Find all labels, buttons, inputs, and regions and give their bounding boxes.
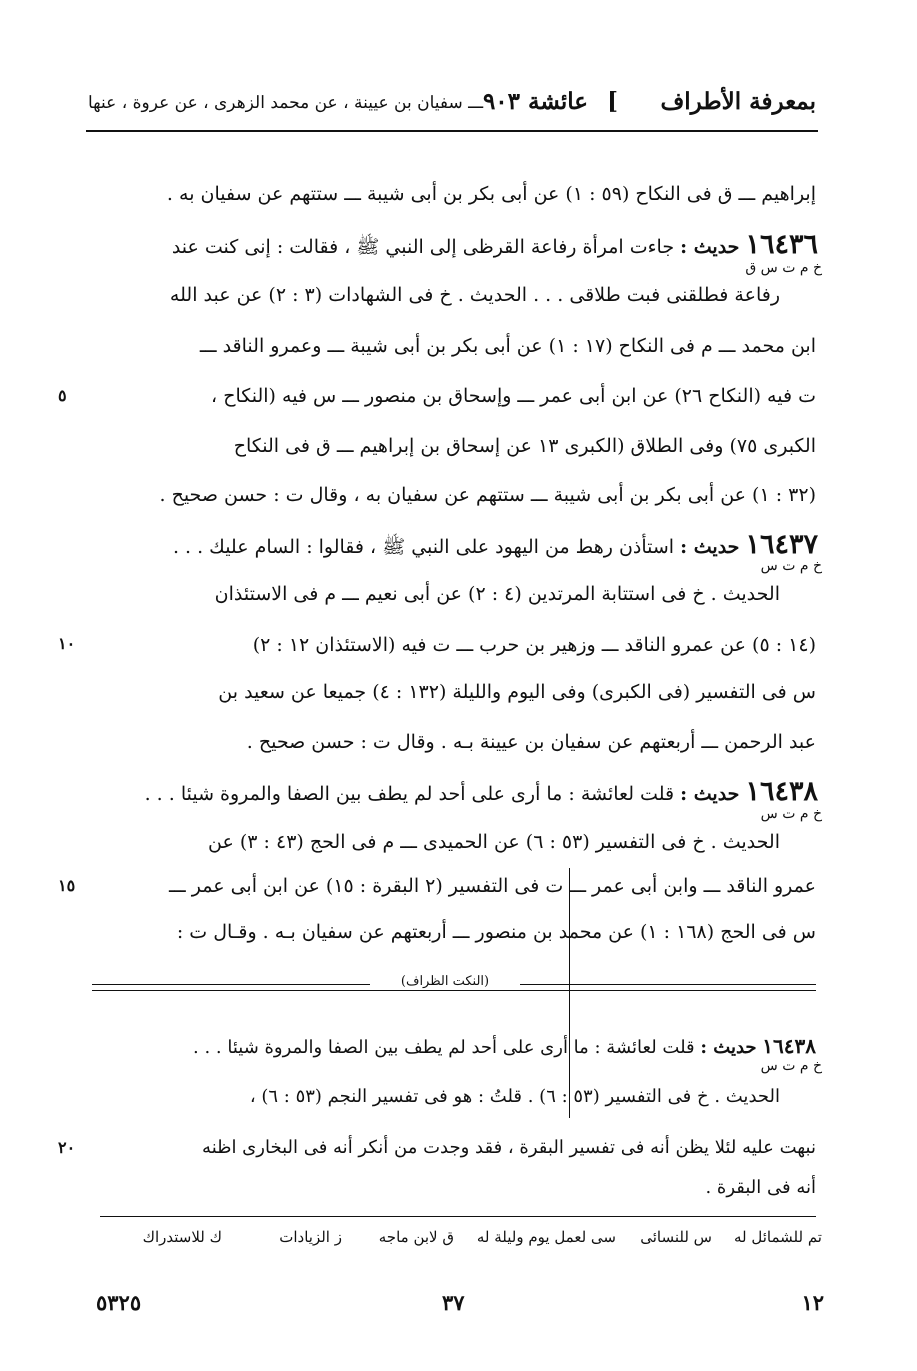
text-line: عمرو الناقد ـــ وابن أبى عمر ـــ ت فى التفسير (٢ البقرة : ١٥) عن ابن أبى عمر ـــ [168,875,816,897]
line-number: ٥ [58,386,67,405]
page-footer [96,1290,824,1324]
text-line: ابن محمد ـــ م فى النكاح (١٧ : ١) عن أبى بكر بن أبى شيبة ـــ وعمرو الناقد ـــ [199,335,816,357]
text-line: الحديث . خ فى استتابة المرتدين (٤ : ٢) عن أبى نعيم ـــ م فى الاستئذان [214,583,780,605]
text-line: أنه فى البقرة . [705,1177,816,1198]
source-codes: خ م ت س [760,558,822,574]
running-header [88,88,816,124]
hadith-entry-16437 [80,525,818,565]
hadith-text: قلت لعائشة : ما أرى على أحد لم يطف بين الصفا والمروة شيئا . . . [144,783,675,805]
footer-page-number: ٣٧ [442,1290,465,1315]
text-line: الكبرى ٧٥) وفى الطلاق (الكبرى ١٣ عن إسحاق بن إبراهيم ـــ ق فى النكاح [233,435,816,457]
annotation-entry-16438 [80,1026,816,1066]
text-line: الحديث . خ فى التفسير (٥٣ : ٦) . قلتُ : هو فى تفسير النجم (٥٣ : ٦) ، [249,1086,780,1107]
text-line: (١٤ : ٥) عن عمرو الناقد ـــ وزهير بن حرب ـــ ت فيه (الاستئذان ١٢ : ٢) [252,634,816,656]
header-section-title: عائشة ٩٠٣ [482,88,588,115]
legend-item: ق لابن ماجه [378,1228,454,1246]
abbreviation-legend [90,1228,822,1264]
hadith-label: حديث : [700,1037,757,1058]
header-rule [86,130,818,132]
text-line: عبد الرحمن ـــ أربعتهم عن سفيان بن عيينة بـه . وقال ت : حسن صحيح . [246,731,816,753]
hadith-number: ١٦٤٣٦ [745,229,818,260]
legend-rule [100,1216,816,1217]
line-number: ١٥ [58,876,76,895]
hadith-number: ١٦٤٣٨ [762,1034,816,1058]
hadith-number: ١٦٤٣٧ [745,529,818,560]
hadith-label: حديث : [680,536,740,558]
separator-label: (النكت الظراف) [370,974,520,989]
text-line: الحديث . خ فى التفسير (٥٣ : ٦) عن الحميدى ـــ م فى الحج (٤٣ : ٣) عن [208,831,780,853]
hadith-entry-16438 [80,772,818,812]
text-line: س فى التفسير (فى الكبرى) وفى اليوم والليلة (١٣٢ : ٤) جميعا عن سعيد بن [218,681,816,703]
hadith-number: ١٦٤٣٨ [745,776,818,807]
text-line: إبراهيم ـــ ق فى النكاح (٥٩ : ١) عن أبى بكر بن أبى شيبة ـــ ستتهم عن سفيان به . [166,183,816,205]
legend-item: س للنسائى [640,1228,712,1246]
hadith-text: استأذن رهط من اليهود على النبي ﷺ ، فقالوا : السام عليك . . . [172,536,675,558]
header-book-title: بمعرفة الأطراف [660,88,816,115]
separator-rule [92,990,816,991]
header-bracket: ] [607,88,618,115]
text-line: (٣٢ : ١) عن أبى بكر بن أبى شيبة ـــ ستتهم عن سفيان به ، وقال ت : حسن صحيح . [159,484,816,506]
hadith-text: قلت لعائشة : ما أرى على أحد لم يطف بين الصفا والمروة شيئا . . . [193,1037,695,1058]
text-line: س فى الحج (١٦٨ : ١) عن محمد بن منصور ـــ أربعتهم عن سفيان بـه . وقـال ت : [176,921,816,943]
legend-item: ك للاستدراك [142,1228,222,1246]
header-chain: ـــ سفيان بن عيينة ، عن محمد الزهرى ، عن عروة ، عنها [88,93,484,113]
hadith-entry-16436 [80,225,818,265]
legend-item: تم للشمائل له [733,1228,822,1246]
footer-volume-number: ١٢ [801,1290,824,1315]
text-line: نبهت عليه لئلا يظن أنه فى تفسير البقرة ، فقد وجدت من أنكر أنه فى البخارى اظنه [202,1137,816,1158]
source-codes: خ م ت س [760,1058,822,1074]
line-number: ١٠ [58,634,76,653]
hadith-label: حديث : [680,236,740,258]
text-line: ت فيه (النكاح ٢٦) عن ابن أبى عمر ـــ وإسحاق بن منصور ـــ س فيه (النكاح ، [211,385,816,407]
footer-reference-number: ٥٣٢٥ [96,1290,142,1315]
line-number: ٢٠ [58,1138,76,1157]
source-codes: خ م ت س ق [745,260,822,276]
legend-item: ز الزيادات [279,1228,342,1246]
hadith-label: حديث : [680,783,740,805]
legend-item: سى لعمل يوم وليلة له [476,1228,616,1246]
source-codes: خ م ت س [760,806,822,822]
hadith-text: جاءت امرأة رفاعة القرظى إلى النبي ﷺ ، فقالت : إنى كنت عند [171,236,675,258]
text-line: رفاعة فطلقنى فبت طلاقى . . . الحديث . خ فى الشهادات (٣ : ٢) عن عبد الله [169,284,780,306]
